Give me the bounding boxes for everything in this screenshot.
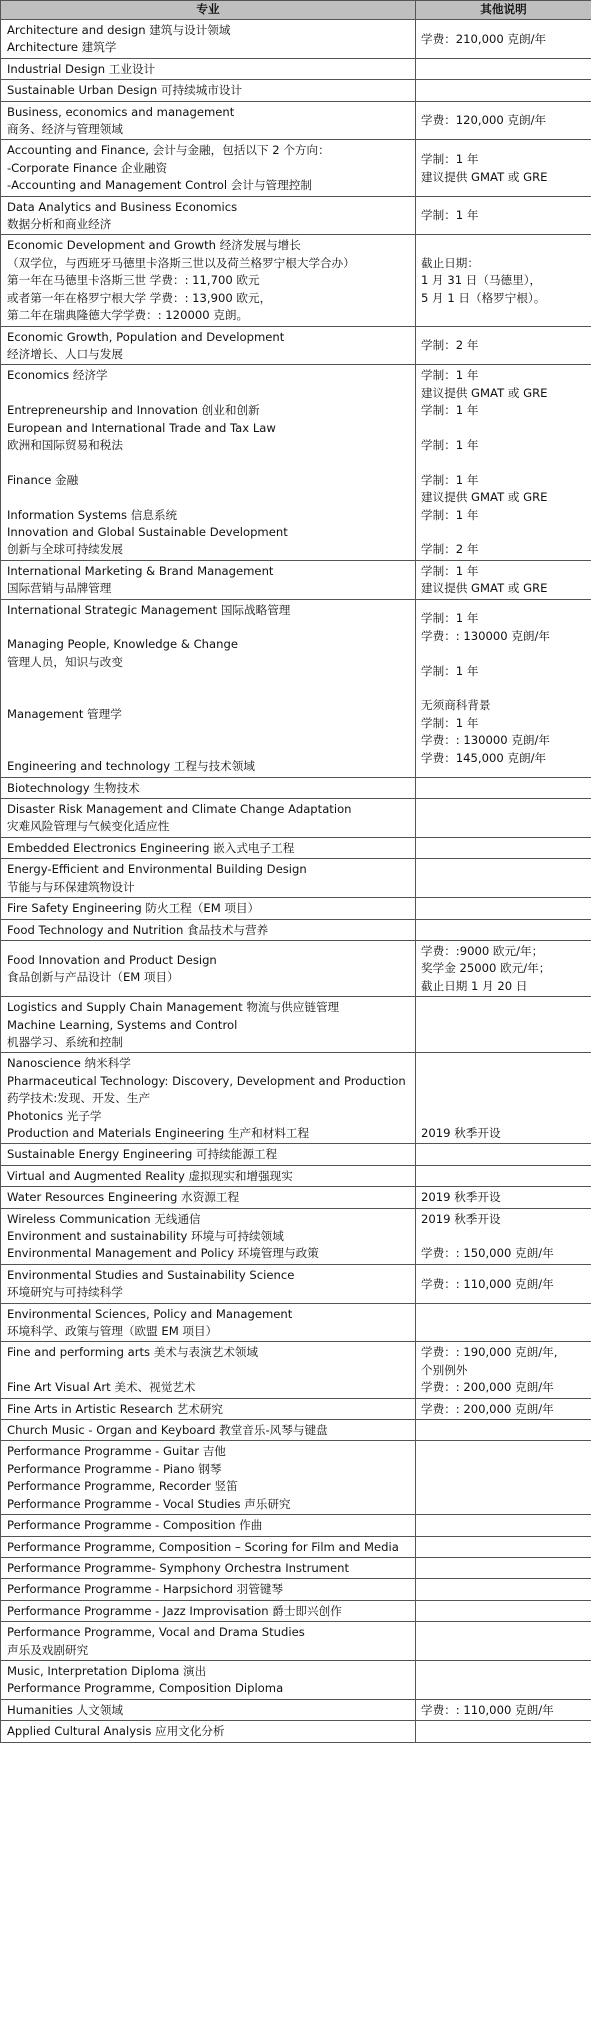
notes-cell bbox=[416, 1420, 591, 1441]
program-cell: Wireless Communication 无线通信 Environment and sustainability 环境与可持续领域 Environmental Management and Policy 环境管理与政策 bbox=[1, 1208, 416, 1264]
notes-cell bbox=[416, 1515, 591, 1536]
program-cell: Environmental Sciences, Policy and Management 环境科学、政策与管理（欧盟 EM 项目） bbox=[1, 1303, 416, 1342]
table-row bbox=[1, 1557, 591, 1578]
notes-cell bbox=[416, 837, 591, 858]
table-row bbox=[1, 777, 591, 798]
program-cell: Logistics and Supply Chain Management 物流与供应链管理 Machine Learning, Systems and Control 机器学习、系统和控制 bbox=[1, 997, 416, 1053]
header-row bbox=[1, 1, 591, 20]
table-row bbox=[1, 1187, 591, 1208]
table-row bbox=[1, 1699, 591, 1720]
program-cell: Fine Arts in Artistic Research 艺术研究 bbox=[1, 1398, 416, 1419]
program-cell: Biotechnology 生物技术 bbox=[1, 777, 416, 798]
table-row bbox=[1, 560, 591, 599]
table-row bbox=[1, 235, 591, 326]
table-row bbox=[1, 859, 591, 898]
notes-cell: 2019 秋季开设 bbox=[416, 1187, 591, 1208]
notes-cell bbox=[416, 1441, 591, 1515]
notes-cell bbox=[416, 1557, 591, 1578]
program-cell: Music, Interpretation Diploma 演出 Performance Programme, Composition Diploma bbox=[1, 1660, 416, 1699]
table-row bbox=[1, 1398, 591, 1419]
program-cell: Virtual and Augmented Reality 虚拟现实和增强现实 bbox=[1, 1165, 416, 1186]
notes-cell: 学费：:9000 欧元/年； 奖学金 25000 欧元/年； 截止日期 1 月 20 日 bbox=[416, 940, 591, 996]
program-cell: Sustainable Energy Engineering 可持续能源工程 bbox=[1, 1144, 416, 1165]
program-cell: Performance Programme- Symphony Orchestra Instrument bbox=[1, 1557, 416, 1578]
table-row bbox=[1, 1721, 591, 1742]
program-cell: Performance Programme - Guitar 吉他 Performance Programme - Piano 钢琴 Performance Programme, Recorder 竖笛 Performance Programme - Vocal Studies 声乐研究 bbox=[1, 1441, 416, 1515]
notes-cell bbox=[416, 58, 591, 79]
notes-cell: 学费：120,000 克朗/年 bbox=[416, 101, 591, 140]
table-row bbox=[1, 1420, 591, 1441]
table-row bbox=[1, 837, 591, 858]
table-row bbox=[1, 326, 591, 365]
table-row bbox=[1, 1053, 591, 1144]
table-row bbox=[1, 997, 591, 1053]
program-cell: Performance Programme, Composition – Scoring for Film and Media bbox=[1, 1536, 416, 1557]
program-cell: Fine and performing arts 美术与表演艺术领域 Fine Art Visual Art 美术、视觉艺术 bbox=[1, 1342, 416, 1398]
table-row bbox=[1, 1441, 591, 1515]
table-row bbox=[1, 101, 591, 140]
notes-cell: 截止日期： 1 月 31 日（马德里）， 5 月 1 日（格罗宁根）。 bbox=[416, 235, 591, 326]
notes-cell bbox=[416, 1579, 591, 1600]
table-body bbox=[1, 20, 591, 1743]
program-cell: Applied Cultural Analysis 应用文化分析 bbox=[1, 1721, 416, 1742]
program-cell: Performance Programme, Vocal and Drama Studies 声乐及戏剧研究 bbox=[1, 1622, 416, 1661]
program-cell: Fire Safety Engineering 防火工程（EM 项目） bbox=[1, 898, 416, 919]
table-row bbox=[1, 940, 591, 996]
notes-cell bbox=[416, 777, 591, 798]
table-row bbox=[1, 1264, 591, 1303]
notes-cell: 学费：: 110,000 克朗/年 bbox=[416, 1699, 591, 1720]
table-row bbox=[1, 1165, 591, 1186]
program-cell: Performance Programme - Composition 作曲 bbox=[1, 1515, 416, 1536]
notes-cell bbox=[416, 1303, 591, 1342]
program-cell: Sustainable Urban Design 可持续城市设计 bbox=[1, 80, 416, 101]
table-row bbox=[1, 1660, 591, 1699]
program-cell: Industrial Design 工业设计 bbox=[1, 58, 416, 79]
program-cell: International Strategic Management 国际战略管理 Managing People, Knowledge & Change 管理人员，知识与改变 Management 管理学 Engineering and technology 工程与技术领域 bbox=[1, 599, 416, 777]
notes-cell bbox=[416, 997, 591, 1053]
program-cell: Performance Programme - Harpsichord 羽管键琴 bbox=[1, 1579, 416, 1600]
program-cell: Energy-Efficient and Environmental Building Design 节能与与环保建筑物设计 bbox=[1, 859, 416, 898]
notes-cell: 学费：: 110,000 克朗/年 bbox=[416, 1264, 591, 1303]
table-row bbox=[1, 1536, 591, 1557]
notes-cell: 学费：: 190,000 克朗/年, 个别例外 学费：: 200,000 克朗/年 bbox=[416, 1342, 591, 1398]
notes-cell: 学制：1 年 建议提供 GMAT 或 GRE bbox=[416, 140, 591, 196]
notes-cell bbox=[416, 1536, 591, 1557]
table-row bbox=[1, 799, 591, 838]
program-cell: International Marketing & Brand Management 国际营销与品牌管理 bbox=[1, 560, 416, 599]
table-row bbox=[1, 919, 591, 940]
notes-cell: 2019 秋季开设 学费：: 150,000 克朗/年 bbox=[416, 1208, 591, 1264]
table-row bbox=[1, 1208, 591, 1264]
notes-cell bbox=[416, 1660, 591, 1699]
notes-cell bbox=[416, 799, 591, 838]
program-cell: Architecture and design 建筑与设计领域 Architecture 建筑学 bbox=[1, 20, 416, 59]
program-cell: Nanoscience 纳米科学 Pharmaceutical Technology: Discovery, Development and Production 药学技术:发现、开发、生产 Photonics 光子学 Production and Materials Engineering 生产和材料工程 bbox=[1, 1053, 416, 1144]
program-cell: Food Innovation and Product Design 食品创新与产品设计（EM 项目） bbox=[1, 940, 416, 996]
notes-cell bbox=[416, 1165, 591, 1186]
table-row bbox=[1, 1303, 591, 1342]
notes-cell: 学制：1 年 bbox=[416, 196, 591, 235]
program-cell: Economic Growth, Population and Development 经济增长、人口与发展 bbox=[1, 326, 416, 365]
table-row bbox=[1, 1342, 591, 1398]
notes-cell bbox=[416, 859, 591, 898]
notes-cell: 学费：210,000 克朗/年 bbox=[416, 20, 591, 59]
notes-cell bbox=[416, 1622, 591, 1661]
table-row bbox=[1, 898, 591, 919]
notes-cell: 学制：1 年 建议提供 GMAT 或 GRE 学制：1 年 学制：1 年 学制：1 年 建议提供 GMAT 或 GRE 学制：1 年 学制：2 年 bbox=[416, 365, 591, 560]
program-cell: Food Technology and Nutrition 食品技术与营养 bbox=[1, 919, 416, 940]
notes-cell: 学制：2 年 bbox=[416, 326, 591, 365]
program-cell: Church Music - Organ and Keyboard 教堂音乐-风琴与键盘 bbox=[1, 1420, 416, 1441]
notes-column-header: 其他说明 bbox=[416, 1, 591, 20]
table-row bbox=[1, 1622, 591, 1661]
notes-cell bbox=[416, 1721, 591, 1742]
notes-cell bbox=[416, 1144, 591, 1165]
table-row bbox=[1, 1144, 591, 1165]
notes-cell bbox=[416, 1600, 591, 1621]
notes-cell: 学制：1 年 学费：: 130000 克朗/年 学制：1 年 无须商科背景 学制：1 年 学费：: 130000 克朗/年 学费：145,000 克朗/年 bbox=[416, 599, 591, 777]
table-row bbox=[1, 140, 591, 196]
program-cell: Environmental Studies and Sustainability Science 环境研究与可持续科学 bbox=[1, 1264, 416, 1303]
program-cell: Water Resources Engineering 水资源工程 bbox=[1, 1187, 416, 1208]
program-cell: Performance Programme - Jazz Improvisation 爵士即兴创作 bbox=[1, 1600, 416, 1621]
table-row bbox=[1, 365, 591, 560]
program-cell: Embedded Electronics Engineering 嵌入式电子工程 bbox=[1, 837, 416, 858]
table-row bbox=[1, 58, 591, 79]
table-row bbox=[1, 1600, 591, 1621]
table-row bbox=[1, 599, 591, 777]
program-cell: Disaster Risk Management and Climate Change Adaptation 灾难风险管理与气候变化适应性 bbox=[1, 799, 416, 838]
program-cell: Economics 经济学 Entrepreneurship and Innovation 创业和创新 European and International Trade and Tax Law 欧洲和国际贸易和税法 Finance 金融 Information Systems 信息系统 Innovation and Global Sustainable Development 创新与全球可持续发展 bbox=[1, 365, 416, 560]
notes-cell: 学制：1 年 建议提供 GMAT 或 GRE bbox=[416, 560, 591, 599]
program-cell: Business, economics and management 商务、经济与管理领域 bbox=[1, 101, 416, 140]
notes-cell: 2019 秋季开设 bbox=[416, 1053, 591, 1144]
notes-cell bbox=[416, 898, 591, 919]
notes-cell: 学费：: 200,000 克朗/年 bbox=[416, 1398, 591, 1419]
table-row bbox=[1, 1515, 591, 1536]
program-cell: Data Analytics and Business Economics 数据分析和商业经济 bbox=[1, 196, 416, 235]
program-cell: Humanities 人文领域 bbox=[1, 1699, 416, 1720]
program-cell: Accounting and Finance, 会计与金融，包括以下 2 个方向： -Corporate Finance 企业融资 -Accounting and Management Control 会计与管理控制 bbox=[1, 140, 416, 196]
notes-cell bbox=[416, 919, 591, 940]
notes-cell bbox=[416, 80, 591, 101]
table-row bbox=[1, 80, 591, 101]
table-row bbox=[1, 20, 591, 59]
program-cell: Economic Development and Growth 经济发展与增长 （双学位，与西班牙马德里卡洛斯三世以及荷兰格罗宁根大学合办） 第一年在马德里卡洛斯三世 学费：: 11,700 欧元 或者第一年在格罗宁根大学 学费：: 13,900 欧元， 第二年在瑞典隆德大学学费：: 120000 克朗。 bbox=[1, 235, 416, 326]
table-row bbox=[1, 1579, 591, 1600]
table-row bbox=[1, 196, 591, 235]
program-column-header: 专业 bbox=[1, 1, 416, 20]
